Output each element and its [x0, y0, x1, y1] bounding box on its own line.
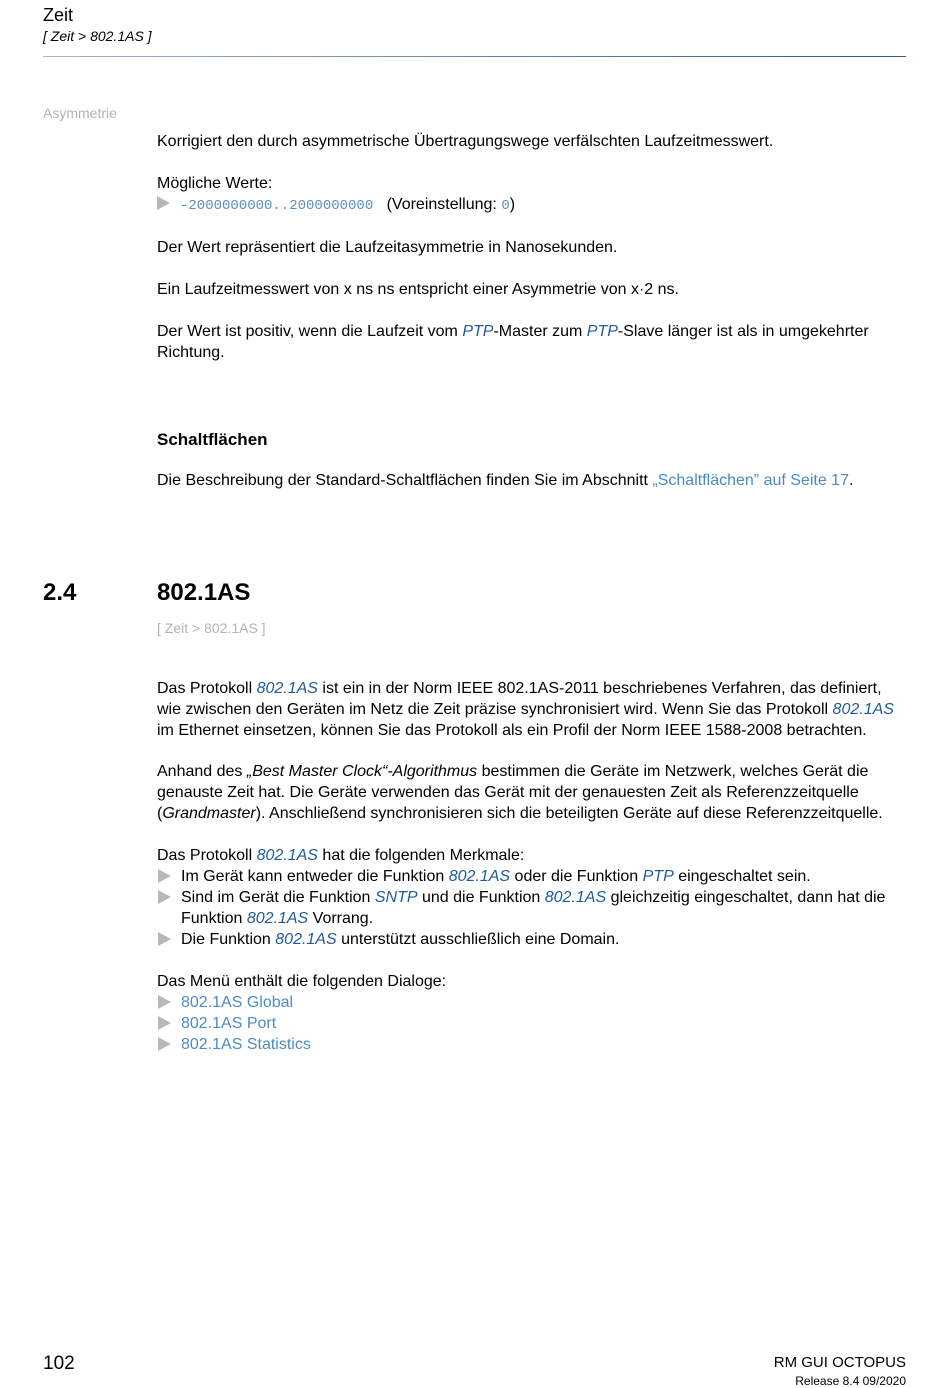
text-run: Das Protokoll	[157, 680, 257, 697]
term-ptp: PTP	[586, 323, 618, 340]
feature-list-item	[157, 887, 909, 929]
possible-values-intro: Mögliche Werte:	[157, 175, 273, 192]
term-sntp: SNTP	[374, 889, 418, 906]
asymmetry-paragraph: Ein Laufzeitmesswert von x ns ns entspricht einer Asymmetrie von x·2 ns.	[157, 281, 679, 298]
term-802-1as: 802.1AS	[448, 868, 511, 885]
default-value: 0	[501, 198, 510, 214]
text-run: eingeschaltet sein.	[673, 868, 811, 885]
text-run: ist ein in der Norm IEEE 802.1AS-2011 beschriebenes Verfahren, das definiert, wie zwischen den Geräten im Netz die Zeit präzise synchronisiert wird. Wenn Sie das Protokoll	[157, 680, 882, 718]
text-run: -Slave länger ist als in umgekehrter Richtung.	[157, 323, 869, 361]
italic-term: Grandmaster	[162, 805, 256, 822]
bullet-triangle-icon	[158, 890, 171, 904]
text-run: gleichzeitig eingeschaltet, dann hat die Funktion	[181, 889, 886, 927]
asymmetry-description: Korrigiert den durch asymmetrische Übertragungswege verfälschten Laufzeitmesswert.	[157, 133, 774, 150]
section-paragraph	[157, 678, 909, 741]
features-intro	[157, 845, 909, 866]
page-header-title: Zeit	[43, 5, 74, 25]
term-802-1as: 802.1AS	[275, 931, 337, 948]
term-802-1as: 802.1AS	[544, 889, 607, 906]
text-run: Die Funktion	[181, 931, 276, 948]
text-run: Im Gerät kann entweder die Funktion	[181, 868, 449, 885]
section-breadcrumb: [ Zeit > 802.1AS ]	[157, 620, 266, 636]
section-paragraph	[157, 761, 909, 824]
default-suffix: )	[509, 196, 516, 213]
buttons-paragraph	[157, 470, 909, 491]
bullet-triangle-icon	[158, 1016, 171, 1030]
bullet-triangle-icon	[158, 995, 171, 1009]
value-range: -2000000000..2000000000	[180, 198, 374, 214]
text-run: -Master zum	[493, 323, 587, 340]
buttons-heading: Schaltflächen	[157, 430, 268, 449]
text-run: Der Wert ist positiv, wenn die Laufzeit vom	[157, 323, 463, 340]
text-run: und die Funktion	[417, 889, 545, 906]
menu-link-item[interactable]	[157, 1013, 909, 1034]
menu-link-item[interactable]	[157, 1034, 909, 1055]
menu-link-statistics[interactable]: 802.1AS Statistics	[181, 1036, 311, 1053]
page-header-breadcrumb: [ Zeit > 802.1AS ]	[43, 28, 152, 44]
document-title: RM GUI OCTOPUS	[773, 1354, 906, 1371]
asymmetry-paragraph: Der Wert repräsentiert die Laufzeitasymmetrie in Nanosekunden.	[157, 239, 618, 256]
bullet-triangle-icon	[158, 1037, 171, 1051]
text-run: bestimmen die Geräte im Netzwerk, welches Gerät die genauste Zeit hat. Die Geräte verwenden das Gerät mit der genauesten Zeit als Referenzzeitquelle (	[157, 763, 869, 822]
asymmetry-section	[157, 131, 909, 363]
text-run: Sind im Gerät die Funktion	[181, 889, 375, 906]
term-ptp: PTP	[642, 868, 674, 885]
text-run: ). Anschließend synchronisieren sich die beteiligten Geräte auf diese Referenzzeitquelle.	[255, 805, 883, 822]
term-ptp: PTP	[462, 323, 494, 340]
text-run: Die Beschreibung der Standard-Schaltflächen finden Sie im Abschnitt	[157, 472, 653, 489]
bullet-triangle-icon	[157, 196, 170, 210]
feature-list-item	[157, 929, 909, 950]
term-802-1as: 802.1AS	[256, 680, 318, 697]
text-run: Das Protokoll	[157, 847, 257, 864]
buttons-crossref-link[interactable]: „Schaltflächen” auf Seite 17	[652, 472, 849, 489]
section-body	[157, 678, 909, 1055]
section-number: 2.4	[43, 579, 77, 606]
default-prefix: (Voreinstellung:	[386, 196, 502, 213]
bullet-triangle-icon	[158, 869, 171, 883]
text-run: im Ethernet einsetzen, können Sie das Protokoll als ein Profil der Norm IEEE 1588-2008 betrachten.	[157, 722, 867, 739]
term-802-1as: 802.1AS	[246, 910, 309, 927]
text-run: .	[848, 472, 854, 489]
asymmetry-paragraph	[157, 321, 909, 363]
text-run: Vorrang.	[308, 910, 374, 927]
release-info: Release 8.4 09/2020	[795, 1374, 906, 1388]
header-divider	[43, 56, 906, 57]
menu-intro: Das Menü enthält die folgenden Dialoge:	[157, 973, 447, 990]
menu-link-port[interactable]: 802.1AS Port	[181, 1015, 277, 1032]
bullet-triangle-icon	[158, 932, 171, 946]
term-802-1as: 802.1AS	[832, 701, 894, 718]
term-802-1as: 802.1AS	[256, 847, 318, 864]
menu-link-item[interactable]	[157, 992, 909, 1013]
italic-term: „Best Master Clock“-Algorithmus	[246, 763, 478, 780]
section-title: 802.1AS	[157, 579, 251, 606]
page-number: 102	[43, 1353, 75, 1374]
possible-values-item	[157, 194, 909, 217]
text-run: unterstützt ausschließlich eine Domain.	[336, 931, 620, 948]
parameter-label: Asymmetrie	[43, 105, 117, 121]
text-run: hat die folgenden Merkmale:	[317, 847, 525, 864]
menu-link-global[interactable]: 802.1AS Global	[181, 994, 294, 1011]
feature-list-item	[157, 866, 909, 887]
text-run: Anhand des	[157, 763, 247, 780]
text-run: oder die Funktion	[510, 868, 643, 885]
